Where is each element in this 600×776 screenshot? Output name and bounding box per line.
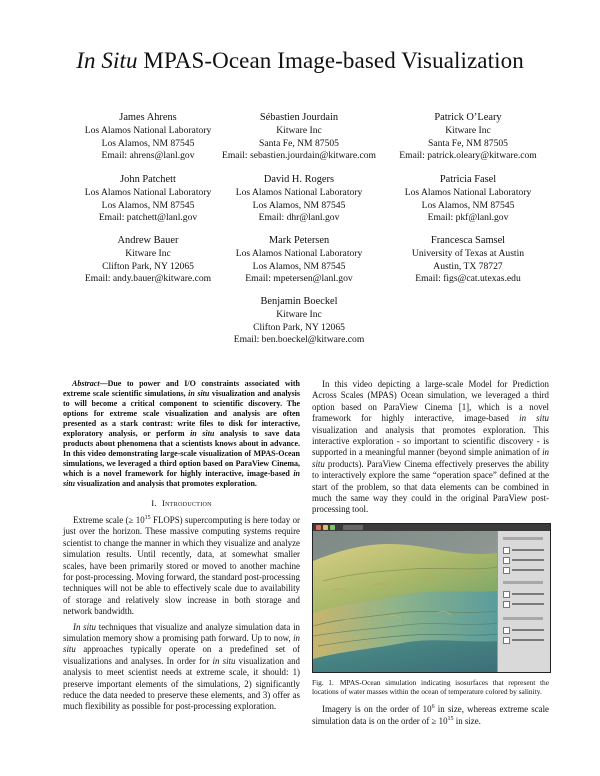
abstract-text: visualization and analysis that promotes exploration. — [75, 478, 257, 488]
author-email: Email: figs@cat.utexas.edu — [415, 272, 521, 284]
section-title: Introduction — [161, 498, 212, 509]
title-italic: In Situ — [76, 48, 138, 73]
author-affiliation: Los Alamos National Laboratory — [84, 187, 212, 199]
superscript: 15 — [144, 514, 151, 521]
body-paragraph-2 — [312, 704, 549, 727]
body-paragraph-1 — [312, 379, 549, 516]
figure-caption-text: MPAS-Ocean simulation indicating isosurfaces that represent the locations of water masses within the ocean of temperature colored by salinity. — [312, 677, 549, 697]
text-run: In this video depicting a large-scale Model for Prediction Across Scales (MPAS) Ocean simulation, we leveraged a third option based on ParaView Cinema [1], which is a novel framework for highly interactive, image-based — [312, 379, 549, 424]
title-rest: MPAS-Ocean Image-based Visualization — [137, 48, 524, 73]
abstract — [63, 379, 300, 488]
author-email: Email: patchett@lanl.gov — [98, 211, 198, 223]
author-address: Clifton Park, NY 12065 — [102, 260, 194, 272]
author-address: Santa Fe, NM 87505 — [259, 137, 339, 149]
author-name: Sébastien Jourdain — [259, 112, 339, 123]
intro-paragraph-2 — [63, 622, 300, 713]
author-address: Clifton Park, NY 12065 — [253, 321, 345, 333]
author-name: Mark Petersen — [268, 235, 330, 246]
right-column — [312, 379, 549, 731]
author-affiliation: Los Alamos National Laboratory — [235, 248, 363, 260]
abstract-italic: in situ — [190, 428, 215, 438]
abstract-text: analysis to save data products about phenomena that a scientists knows about in advance. In this video demonstrating large-scale visualization of MPAS-Ocean simulations, we leveraged a third option based on ParaView Cinema, which is a novel framework for highly interactive, image-based — [63, 428, 300, 478]
author-affiliation: Kitware Inc — [125, 248, 171, 260]
left-column — [63, 379, 300, 717]
author-block — [368, 235, 568, 285]
text-run: visualization and analysis to meet scientist needs at extreme scale, it should: 1) preserve important elements of the simulations, 2) significantly reduce the data needed to preserve these elements, and 3) offer as much flexibility as possible for post-processing exploration. — [63, 655, 300, 712]
italic-run: In situ — [73, 621, 96, 632]
text-run: in size. — [453, 715, 481, 726]
text-run: Imagery is on the order of 10 — [322, 704, 432, 715]
author-name: James Ahrens — [119, 112, 177, 123]
author-affiliation: Los Alamos National Laboratory — [84, 125, 212, 137]
italic-run: in situ — [212, 655, 236, 666]
figure-caption — [312, 678, 549, 697]
text-run: techniques that visualize and analyze simulation data in simulation memory show a promising path forward. Up to now, — [63, 621, 300, 643]
author-email: Email: patrick.oleary@kitware.com — [399, 149, 537, 161]
superscript: 6 — [431, 704, 435, 711]
figure-1 — [312, 523, 551, 673]
author-block — [368, 112, 568, 162]
text-run: Extreme scale (≥ 10 — [73, 514, 145, 525]
author-affiliation: Kitware Inc — [276, 309, 322, 321]
author-name: Benjamin Boeckel — [260, 296, 338, 307]
text-run: visualization and analysis that promotes exploration. This interactive exploration - so important to scientific discovery - is supported in a meaningful manner (beyond simple animation of — [312, 424, 549, 458]
text-run: approaches typically operate on a predefined set of visualizations and analyses. In order for — [63, 644, 300, 666]
text-run: FLOPS) supercomputing is here today or just over the horizon. These massive computing systems require scientist to change the manner in which they visualize and analyze simulation results. Until recently, data, at somewhat smaller scales, have been primarily stored or moved to another machine for post-processing. Moving forward, the standard post-processing techniques will not be able to effectively scale due to availability of storage and relatively slow increase in both storage and network bandwidth. — [63, 514, 300, 617]
abstract-text: —Due to power and I/O constraints associated with extreme scale scientific simulations, — [63, 379, 300, 398]
author-affiliation: Kitware Inc — [276, 125, 322, 137]
author-affiliation: Kitware Inc — [445, 125, 491, 137]
figure-label: Fig. 1. — [312, 677, 334, 687]
author-address: Austin, TX 78727 — [433, 260, 503, 272]
author-email: Email: sebastien.jourdain@kitware.com — [221, 149, 377, 161]
author-block — [368, 174, 568, 224]
author-name: Patricia Fasel — [439, 174, 497, 185]
author-address: Los Alamos, NM 87545 — [252, 260, 346, 272]
author-affiliation: Los Alamos National Laboratory — [235, 187, 363, 199]
author-address: Los Alamos, NM 87545 — [252, 199, 346, 211]
author-address: Los Alamos, NM 87545 — [421, 199, 515, 211]
paper-title — [0, 48, 600, 74]
figure-app-toolbar — [313, 524, 550, 531]
italic-run: in situ — [519, 413, 549, 424]
author-email: Email: andy.bauer@kitware.com — [84, 272, 212, 284]
superscript: 15 — [447, 715, 454, 722]
italic-run: in situ — [63, 632, 300, 655]
author-email: Email: pkf@lanl.gov — [427, 211, 509, 223]
section-heading — [63, 498, 300, 509]
author-email: Email: ahrens@lanl.gov — [101, 149, 195, 161]
text-run: products). ParaView Cinema effectively preserves the ability to interactively explore the same “operation space” defined at the start of the problem, so that data elements can be combined in much the same way they could in the original ParaView post-processing tool. — [312, 458, 549, 515]
author-name: John Patchett — [120, 174, 176, 185]
abstract-italic: in situ — [63, 468, 300, 488]
abstract-italic: in situ — [188, 388, 210, 398]
section-number: I. — [151, 498, 157, 509]
author-name: David H. Rogers — [263, 174, 335, 185]
author-email: Email: dhr@lanl.gov — [258, 211, 340, 223]
author-block — [199, 296, 399, 346]
author-address: Los Alamos, NM 87545 — [101, 137, 195, 149]
author-address: Santa Fe, NM 87505 — [428, 137, 508, 149]
ocean-isosurface-image — [313, 531, 498, 672]
author-email: Email: mpetersen@lanl.gov — [245, 272, 353, 284]
figure-app-controls — [497, 531, 550, 672]
abstract-lead: Abstract — [72, 379, 100, 388]
author-address: Los Alamos, NM 87545 — [101, 199, 195, 211]
text-run: in size, whereas extreme scale simulation data is on the order of ≥ 10 — [312, 704, 550, 726]
author-name: Patrick O’Leary — [434, 112, 502, 123]
author-affiliation: Los Alamos National Laboratory — [404, 187, 532, 199]
italic-run: in situ — [312, 447, 549, 469]
author-name: Francesca Samsel — [430, 235, 506, 246]
author-email: Email: ben.boeckel@kitware.com — [233, 333, 365, 345]
intro-paragraph-1 — [63, 515, 300, 618]
abstract-text: visualization and analysis to will become a critical component to scientific discovery. The options for extreme scale visualization and analysis are often presented as a stark contrast: write files to disk for interactive, exploratory analysis, or perform — [63, 388, 301, 438]
author-name: Andrew Bauer — [117, 235, 179, 246]
author-affiliation: University of Texas at Austin — [411, 248, 525, 260]
